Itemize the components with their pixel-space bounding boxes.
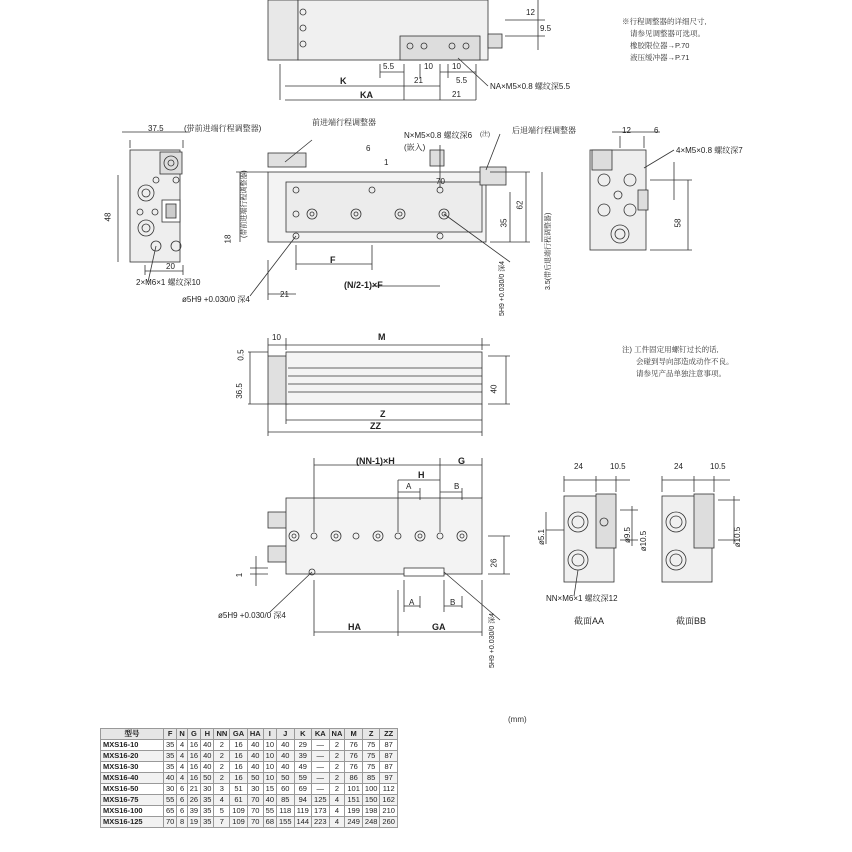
- table-cell: 30: [164, 784, 177, 795]
- table-cell: 40: [247, 762, 263, 773]
- table-cell: 2: [214, 773, 230, 784]
- header-cell: G: [187, 729, 200, 740]
- dim-35: 35: [499, 218, 509, 228]
- table-cell: 30: [201, 784, 214, 795]
- table-cell: 223: [312, 817, 330, 828]
- dim-9-5: 9.5: [540, 24, 552, 33]
- table-cell: 70: [164, 817, 177, 828]
- table-cell: 19: [187, 817, 200, 828]
- table-cell: 4: [177, 751, 187, 762]
- table-cell: 16: [187, 740, 200, 751]
- bore-vertical-bottom: 5H9 +0.030/0 深4: [489, 612, 496, 668]
- table-cell: 69: [294, 784, 312, 795]
- dim-62: 62: [515, 200, 525, 210]
- section-bb-title: 截面BB: [676, 616, 707, 626]
- table-cell: 29: [294, 740, 312, 751]
- note-line: 请参见调整器可选项。: [630, 29, 705, 38]
- table-cell: 7: [214, 817, 230, 828]
- dim-21-side: 21: [280, 290, 289, 299]
- table-row: [101, 784, 398, 795]
- table-cell: 40: [277, 751, 295, 762]
- table-cell: 10: [263, 773, 276, 784]
- table-cell: 144: [294, 817, 312, 828]
- right-m5-label: 4×M5×0.8 螺纹深7: [676, 146, 743, 155]
- table-cell: 35: [201, 795, 214, 806]
- top-notes: [622, 16, 707, 64]
- table-cell: 3: [214, 784, 230, 795]
- dim-a-top: A: [406, 482, 412, 491]
- table-cell: 40: [263, 795, 276, 806]
- dim-12-right: 12: [622, 126, 631, 135]
- model-cell: MXS16-125: [101, 817, 164, 828]
- table-cell: 162: [380, 795, 398, 806]
- table-cell: 70: [247, 817, 263, 828]
- header-cell: NA: [329, 729, 345, 740]
- bottom-view: [250, 458, 510, 636]
- dim-21-b: 21: [452, 90, 461, 99]
- table-cell: 4: [329, 806, 345, 817]
- bore-bottom: ø5H9 +0.030/0 深4: [218, 611, 286, 620]
- table-cell: 210: [380, 806, 398, 817]
- dimension-table: [100, 728, 398, 828]
- table-cell: 10: [263, 762, 276, 773]
- embedded-label: (嵌入): [404, 143, 426, 152]
- table-cell: —: [312, 773, 330, 784]
- section-bb: [662, 476, 740, 582]
- header-cell: N: [177, 729, 187, 740]
- table-cell: 248: [362, 817, 380, 828]
- table-cell: 150: [362, 795, 380, 806]
- aa-dim-d9-5: ø9.5: [623, 526, 633, 544]
- table-cell: 249: [345, 817, 363, 828]
- table-cell: 4: [329, 817, 345, 828]
- bore-side: ø5H9 +0.030/0 深4: [182, 295, 250, 304]
- dim-b-bottom: B: [450, 598, 456, 607]
- table-cell: 35: [164, 751, 177, 762]
- section-aa-title: 截面AA: [574, 616, 605, 626]
- table-cell: 55: [263, 806, 276, 817]
- table-cell: 199: [345, 806, 363, 817]
- table-cell: 4: [177, 762, 187, 773]
- table-cell: 40: [201, 762, 214, 773]
- table-cell: 4: [214, 795, 230, 806]
- table-cell: 76: [345, 751, 363, 762]
- dim-h: H: [418, 470, 425, 480]
- dim-k: K: [340, 76, 347, 86]
- header-cell: K: [294, 729, 312, 740]
- dim-f: F: [330, 255, 336, 265]
- table-cell: 2: [214, 762, 230, 773]
- table-cell: 87: [380, 762, 398, 773]
- aa-dim-d5-1: ø5.1: [537, 528, 547, 546]
- side-view: [118, 132, 692, 300]
- table-cell: 76: [345, 762, 363, 773]
- table-cell: 118: [277, 806, 295, 817]
- table-row: [101, 762, 398, 773]
- table-cell: 75: [362, 762, 380, 773]
- table-cell: 16: [187, 773, 200, 784]
- table-cell: 4: [177, 773, 187, 784]
- table-cell: —: [312, 740, 330, 751]
- bore-vertical-side: 5H9 +0.030/0 深4: [499, 260, 506, 316]
- table-cell: 2: [329, 751, 345, 762]
- table-cell: 50: [201, 773, 214, 784]
- table-cell: 151: [345, 795, 363, 806]
- table-cell: 125: [312, 795, 330, 806]
- dim-nn-h: (NN-1)×H: [356, 456, 395, 466]
- dim-58: 58: [673, 218, 683, 228]
- table-cell: 75: [362, 751, 380, 762]
- note-line: 液压缓冲器→P.71: [630, 53, 690, 62]
- table-cell: 15: [263, 784, 276, 795]
- dim-37-5: 37.5: [148, 124, 164, 133]
- table-cell: 30: [247, 784, 263, 795]
- dim-20: 20: [166, 262, 175, 271]
- dim-21-a: 21: [414, 76, 423, 85]
- table-cell: 4: [329, 795, 345, 806]
- table-cell: 6: [177, 784, 187, 795]
- table-header-row: [101, 729, 398, 740]
- table-cell: 40: [164, 773, 177, 784]
- dim-5-5-right: 5.5: [456, 76, 468, 85]
- aa-dim-d10-5: ø10.5: [639, 530, 649, 552]
- header-cell: ZZ: [380, 729, 398, 740]
- rear-adjuster-label: 后退端行程调整器: [512, 126, 576, 135]
- dim-m: M: [378, 332, 386, 342]
- dim-a-bottom: A: [409, 598, 415, 607]
- table-cell: 5: [214, 806, 230, 817]
- table-cell: 8: [177, 817, 187, 828]
- table-cell: 6: [177, 806, 187, 817]
- dim-10-b: 10: [452, 62, 461, 71]
- table-row: [101, 795, 398, 806]
- table-cell: 21: [187, 784, 200, 795]
- dim-6-right: 6: [654, 126, 659, 135]
- model-cell: MXS16-20: [101, 751, 164, 762]
- table-cell: 112: [380, 784, 398, 795]
- table-cell: —: [312, 784, 330, 795]
- note-line: 请参见产品单独注意事项。: [636, 369, 726, 378]
- dim-ga: GA: [432, 622, 446, 632]
- table-row: [101, 740, 398, 751]
- bb-dim-10-5: 10.5: [710, 462, 726, 471]
- table-cell: 35: [201, 806, 214, 817]
- table-cell: 61: [230, 795, 248, 806]
- table-cell: 50: [247, 773, 263, 784]
- table-cell: 260: [380, 817, 398, 828]
- header-cell: KA: [312, 729, 330, 740]
- table-cell: 2: [329, 784, 345, 795]
- table-cell: 155: [277, 817, 295, 828]
- header-cell: HA: [247, 729, 263, 740]
- header-cell: NN: [214, 729, 230, 740]
- table-cell: 85: [277, 795, 295, 806]
- dim-z: Z: [380, 409, 386, 419]
- model-cell: MXS16-50: [101, 784, 164, 795]
- bb-dim-24: 24: [674, 462, 683, 471]
- table-cell: 109: [230, 817, 248, 828]
- table-cell: 2: [329, 762, 345, 773]
- header-cell: GA: [230, 729, 248, 740]
- table-cell: 87: [380, 740, 398, 751]
- table-unit: (mm): [508, 715, 527, 724]
- n-thread-label: N×M5×0.8 螺纹深6: [404, 131, 473, 140]
- table-cell: 85: [362, 773, 380, 784]
- formula-n-f: (N/2-1)×F: [344, 280, 383, 290]
- table-cell: 10: [263, 751, 276, 762]
- table-cell: 16: [230, 773, 248, 784]
- dim-1-bottom: 1: [235, 572, 245, 578]
- dim-ka: KA: [360, 90, 373, 100]
- table-cell: 94: [294, 795, 312, 806]
- table-cell: 40: [277, 740, 295, 751]
- table-cell: 16: [230, 740, 248, 751]
- nn-thread-label: NN×M6×1 螺纹深12: [546, 594, 618, 603]
- table-cell: 10: [263, 740, 276, 751]
- front-adjuster-vertical: (带前进端行程调整器): [241, 170, 248, 238]
- model-cell: MXS16-10: [101, 740, 164, 751]
- table-cell: 49: [294, 762, 312, 773]
- table-cell: 70: [247, 795, 263, 806]
- table-row: [101, 751, 398, 762]
- note-line: ※行程调整器的详细尺寸,: [622, 17, 707, 26]
- model-cell: MXS16-30: [101, 762, 164, 773]
- model-cell: MXS16-75: [101, 795, 164, 806]
- table-cell: 60: [277, 784, 295, 795]
- table-cell: —: [312, 762, 330, 773]
- bb-dim-d10-5: ø10.5: [733, 526, 743, 548]
- table-cell: 2: [329, 740, 345, 751]
- table-cell: 2: [329, 773, 345, 784]
- header-cell: J: [277, 729, 295, 740]
- dim-36-5: 36.5: [234, 383, 244, 399]
- table-cell: 40: [247, 740, 263, 751]
- table-cell: 59: [294, 773, 312, 784]
- table-cell: 40: [201, 740, 214, 751]
- dim-g: G: [458, 456, 466, 466]
- dim-5-5-left: 5.5: [383, 62, 395, 71]
- dim-12-top: 12: [526, 8, 535, 17]
- table-row: [101, 806, 398, 817]
- header-cell: I: [263, 729, 276, 740]
- front-adjuster-note: (带前进端行程调整器): [184, 124, 262, 133]
- table-cell: 119: [294, 806, 312, 817]
- table-cell: 173: [312, 806, 330, 817]
- table-cell: 55: [164, 795, 177, 806]
- n-note: (注): [480, 132, 490, 138]
- table-cell: 68: [263, 817, 276, 828]
- dim-0-5: 0.5: [236, 349, 246, 361]
- table-cell: 50: [277, 773, 295, 784]
- note-line: 注) 工件固定用螺钉过长的话,: [622, 345, 719, 354]
- dim-10-a: 10: [424, 62, 433, 71]
- table-cell: 75: [362, 740, 380, 751]
- dim-48: 48: [103, 212, 113, 222]
- table-cell: 86: [345, 773, 363, 784]
- model-cell: MXS16-100: [101, 806, 164, 817]
- table-cell: 16: [187, 762, 200, 773]
- aa-dim-10-5: 10.5: [610, 462, 626, 471]
- table-cell: 40: [201, 751, 214, 762]
- table-row: [101, 773, 398, 784]
- dim-70: 70: [436, 177, 445, 186]
- note-line: 橡胶限位器→P.70: [630, 41, 690, 50]
- table-cell: 76: [345, 740, 363, 751]
- table-cell: 16: [187, 751, 200, 762]
- dim-40-front: 40: [489, 384, 499, 394]
- table-cell: 26: [187, 795, 200, 806]
- table-cell: 65: [164, 806, 177, 817]
- dim-ha: HA: [348, 622, 361, 632]
- table-cell: 87: [380, 751, 398, 762]
- table-cell: 40: [247, 751, 263, 762]
- table-cell: 35: [164, 740, 177, 751]
- table-cell: —: [312, 751, 330, 762]
- front-adjuster-label: 前进端行程调整器: [312, 118, 376, 127]
- header-cell: F: [164, 729, 177, 740]
- model-cell: MXS16-40: [101, 773, 164, 784]
- table-cell: 4: [177, 740, 187, 751]
- dim-10-front: 10: [272, 333, 281, 342]
- na-thread-label: NA×M5×0.8 螺纹深5.5: [490, 82, 571, 91]
- table-cell: 101: [345, 784, 363, 795]
- table-cell: 198: [362, 806, 380, 817]
- table-cell: 2: [214, 740, 230, 751]
- dim-1-side: 1: [384, 158, 389, 167]
- dim-b-top: B: [454, 482, 460, 491]
- dim-26: 26: [489, 558, 499, 568]
- m6-thread-label: 2×M6×1 螺纹深10: [136, 278, 201, 287]
- table-row: [101, 817, 398, 828]
- dim-18: 18: [223, 234, 233, 244]
- table-cell: 2: [214, 751, 230, 762]
- table-cell: 109: [230, 806, 248, 817]
- note-line: 会碰到导向部造成动作不良。: [636, 357, 734, 366]
- table-cell: 6: [177, 795, 187, 806]
- table-cell: 70: [247, 806, 263, 817]
- table-cell: 100: [362, 784, 380, 795]
- dim-zz: ZZ: [370, 421, 381, 431]
- table-cell: 40: [277, 762, 295, 773]
- dim-6-side: 6: [366, 144, 371, 153]
- header-cell: H: [201, 729, 214, 740]
- mid-note: [622, 344, 734, 380]
- table-cell: 35: [164, 762, 177, 773]
- table-cell: 51: [230, 784, 248, 795]
- header-cell: M: [345, 729, 363, 740]
- table-cell: 35: [201, 817, 214, 828]
- table-cell: 39: [294, 751, 312, 762]
- table-cell: 97: [380, 773, 398, 784]
- aa-dim-24: 24: [574, 462, 583, 471]
- rear-adjuster-vertical: 3.5(带后退端行程调整器): [545, 212, 552, 290]
- header-cell: 型号: [101, 729, 164, 740]
- table-cell: 16: [230, 762, 248, 773]
- header-cell: Z: [362, 729, 380, 740]
- table-cell: 16: [230, 751, 248, 762]
- table-cell: 39: [187, 806, 200, 817]
